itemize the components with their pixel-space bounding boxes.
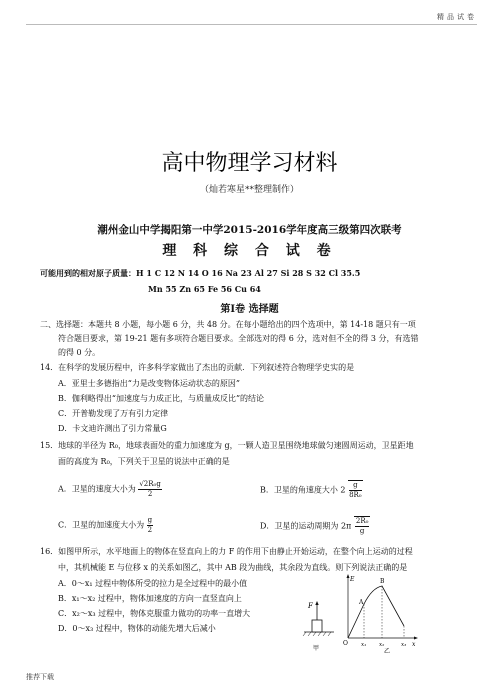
q15-option-a-label: A．卫星的速度大小为: [58, 484, 136, 494]
header-divider: [26, 24, 477, 25]
q16-option-d: D．0～x₃ 过程中，物体的动能先增大后减小: [58, 624, 216, 633]
point-b-label: B: [380, 578, 385, 585]
q15-option-a-fraction: [138, 480, 161, 499]
atomic-mass-line-2: Mn 55 Zn 65 Fe 56 Cu 64: [148, 284, 261, 294]
x1-tick-label: x₁: [361, 642, 367, 648]
x-axis-arrow: [414, 637, 418, 640]
page-subtitle: （灿若寒星**整理制作）: [199, 185, 299, 195]
figure-yi: [343, 574, 418, 654]
q15-stem-line-1: 15．地球的半径为 R₀，地球表面处的重力加速度为 g，一颗人造卫星围绕地球做匀速圆周运动，卫星距地: [40, 441, 414, 450]
q14-stem: 14．在科学的发展历程中，许多科学家做出了杰出的贡献．下列叙述符合物理学史实的是: [40, 363, 355, 372]
q14-option-c: C．开普勒发现了万有引力定律: [58, 409, 169, 418]
instructions-line-1: 二、选择题：本题共 8 小题，每小题 6 分，共 48 分。在每小题给出的四个选项中，第 14-18 题只有一项: [40, 320, 416, 329]
x-axis-label: x: [412, 641, 416, 648]
instructions-line-3: 的得 0 分。: [58, 348, 101, 357]
ground-hatch: [303, 632, 331, 636]
x2-tick-label: x₂: [379, 642, 385, 648]
q16-figures: [300, 574, 420, 654]
section-title: 第Ⅰ卷 选择题: [220, 304, 279, 315]
instructions-line-2: 符合题目要求，第 19-21 题有多项符合题目要求。全部选对的得 6 分，选对但不全的得 3 分，有选错: [58, 334, 419, 343]
atomic-mass-line-1: 可能用到的相对原子质量：H 1 C 12 N 14 O 16 Na 23 Al 27 Si 28 S 32 Cl 35.5: [40, 268, 361, 278]
force-arrow-head: [315, 601, 318, 605]
exam-subject: 理 科 综 合 试 卷: [162, 243, 337, 259]
q15-option-b-numerator: g: [349, 481, 362, 491]
origin-label: O: [343, 640, 348, 647]
q15-option-d-fraction: [355, 517, 370, 536]
q15-option-d-label: D．卫星的运动周期为 2π: [260, 521, 352, 531]
point-a-label: A: [359, 599, 364, 606]
block: [312, 620, 322, 632]
q16-stem-line-2: 中，其机械能 E 与位移 x 的关系如图乙，其中 AB 段为曲线，其余段为直线。则下列说法正确的是: [58, 563, 408, 572]
q14-option-b: B．伽利略得出“加速度与力成正比，与质量成反比”的结论: [58, 394, 265, 403]
force-label: F: [308, 602, 313, 610]
q15-option-b: [260, 480, 363, 500]
q15-option-b-fraction: [349, 481, 362, 500]
figure-jia-label: 甲: [313, 645, 320, 652]
q15-option-d: [260, 516, 370, 536]
q15-option-c-denominator: 2: [147, 526, 153, 534]
q15-option-c-label: C．卫星的加速度大小为: [58, 520, 145, 530]
q15-option-d-numerator: 2R₀: [355, 517, 369, 525]
header-tag: 精品试卷: [437, 13, 477, 21]
q15-stem-line-2: 面的高度为 R₀，下列关于卫星的说法中正确的是: [58, 457, 230, 466]
q15-option-c: [58, 516, 153, 535]
q15-option-d-root: [354, 516, 371, 536]
q15-option-a-numerator: √2R₀g: [139, 480, 161, 488]
q16-option-a: A．0～x₁ 过程中物体所受的拉力是全过程中的最小值: [58, 579, 248, 588]
y-axis-label: E: [350, 576, 355, 583]
q16-option-b: B．x₁～x₂ 过程中，物体加速度的方向一直竖直向上: [58, 594, 242, 603]
footer-text: 推荐下载: [26, 673, 54, 681]
figure-jia: [303, 601, 334, 652]
q15-option-a: [58, 480, 162, 499]
q16-option-c: C．x₂～x₃ 过程中，物体克服重力做功的功率一直增大: [58, 609, 251, 618]
q15-option-c-fraction: [147, 516, 153, 535]
q16-stem-line-1: 16．如图甲所示，水平地面上的物体在竖直向上的力 F 的作用下由静止开始运动，在整个向上运动的过程: [40, 547, 413, 556]
q15-option-c-numerator: g: [147, 516, 153, 524]
q15-option-b-denominator: 8R₀: [349, 491, 362, 499]
q15-option-a-denominator: 2: [147, 490, 153, 498]
figure-yi-label: 乙: [384, 648, 391, 654]
q15-option-b-root: [348, 480, 363, 500]
q15-option-b-label: B．卫星的角速度大小 2: [260, 485, 346, 495]
x3-tick-label: x₃: [401, 642, 407, 648]
page-title: 高中物理学习材料: [161, 151, 338, 176]
exam-name: 潮州金山中学揭阳第一中学2015-2016学年度高三级第四次联考: [97, 224, 402, 236]
q14-option-a: A．亚里士多德指出“力是改变物体运动状态的原因”: [58, 379, 240, 388]
q14-option-d: D．卡文迪许测出了引力常量G: [58, 424, 167, 433]
q15-option-d-denominator: g: [359, 527, 365, 535]
energy-curve: [348, 586, 404, 638]
